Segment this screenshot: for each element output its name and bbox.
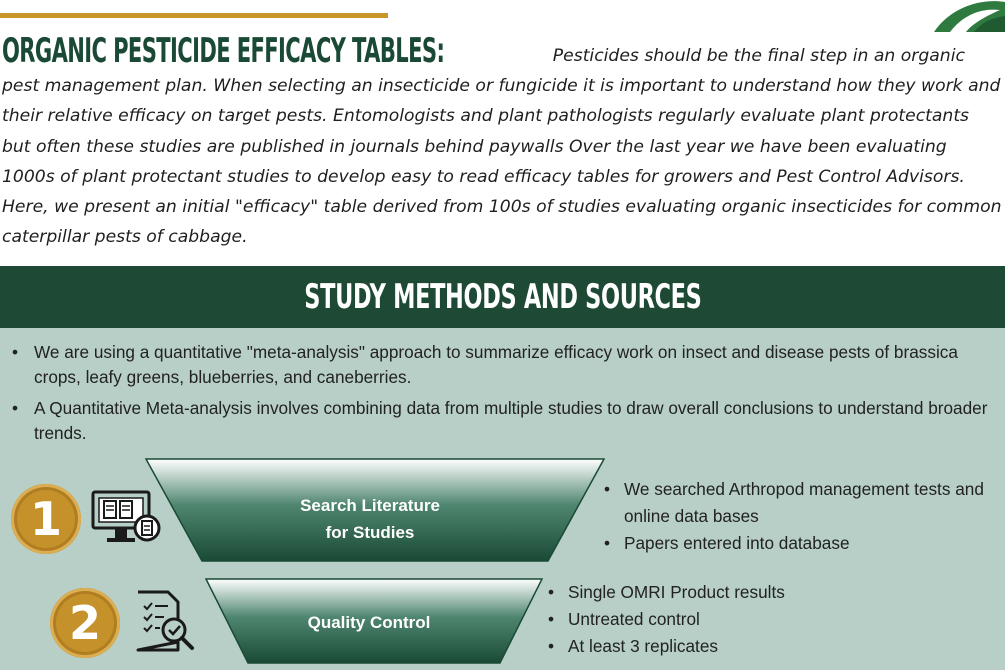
step-number-badge: 1	[11, 484, 81, 554]
step-detail-item: • Untreated control	[546, 606, 986, 633]
step-number-badge: 2	[50, 588, 120, 658]
section-title: STUDY METHODS AND SOURCES	[303, 277, 702, 317]
step-detail-item: • Single OMRI Product results	[546, 579, 986, 606]
step-label	[240, 492, 500, 546]
step-detail-list	[546, 579, 986, 660]
step-detail-item: • At least 3 replicates	[546, 633, 986, 660]
header-gold-rule	[0, 13, 388, 18]
page-headline: ORGANIC PESTICIDE EFFICACY TABLES:	[2, 31, 445, 71]
step-label-line: Search Literature	[300, 496, 440, 515]
step-label	[254, 609, 484, 636]
step-detail-list	[602, 476, 992, 557]
section-title-band	[0, 266, 1005, 328]
step-label-line: for Studies	[325, 523, 415, 542]
document-checklist-magnifier-icon	[134, 590, 196, 654]
step-detail-item: • We searched Arthropod management tests and online data bases	[602, 476, 992, 530]
methods-bullet: • We are using a quantitative "meta-analysis" approach to summarize efficacy work on insect and disease pests of brassica crops, leafy greens, blueberries, and caneberries.	[8, 340, 998, 390]
methods-bullet: • A Quantitative Meta-analysis involves combining data from multiple studies to draw overall conclusions to understand broader trends.	[8, 396, 998, 446]
methods-bullet-list	[8, 340, 998, 452]
intro-paragraph	[2, 31, 1002, 252]
leaf-logo-icon	[920, 0, 1005, 32]
intro-text: Pesticides should be the final step in an organic pest management plan. When selecting an insecticide or fungicide it is important to understand how they work and their relative efficacy on target pests. Entomologists and plant pathologists regularly evaluate plant protectants but often these studies are published in journals behind paywalls Over the last year we have been evaluating 1000s of plant protectant studies to develop easy to read efficacy tables for growers and Pest Control Advisors. Here, we present an initial "efficacy" table derived from 100s of studies evaluating organic insecticides for common caterpillar pests of cabbage.	[2, 46, 1002, 248]
step-detail-item: • Papers entered into database	[602, 530, 992, 557]
step-label-line: Quality Control	[307, 613, 431, 632]
